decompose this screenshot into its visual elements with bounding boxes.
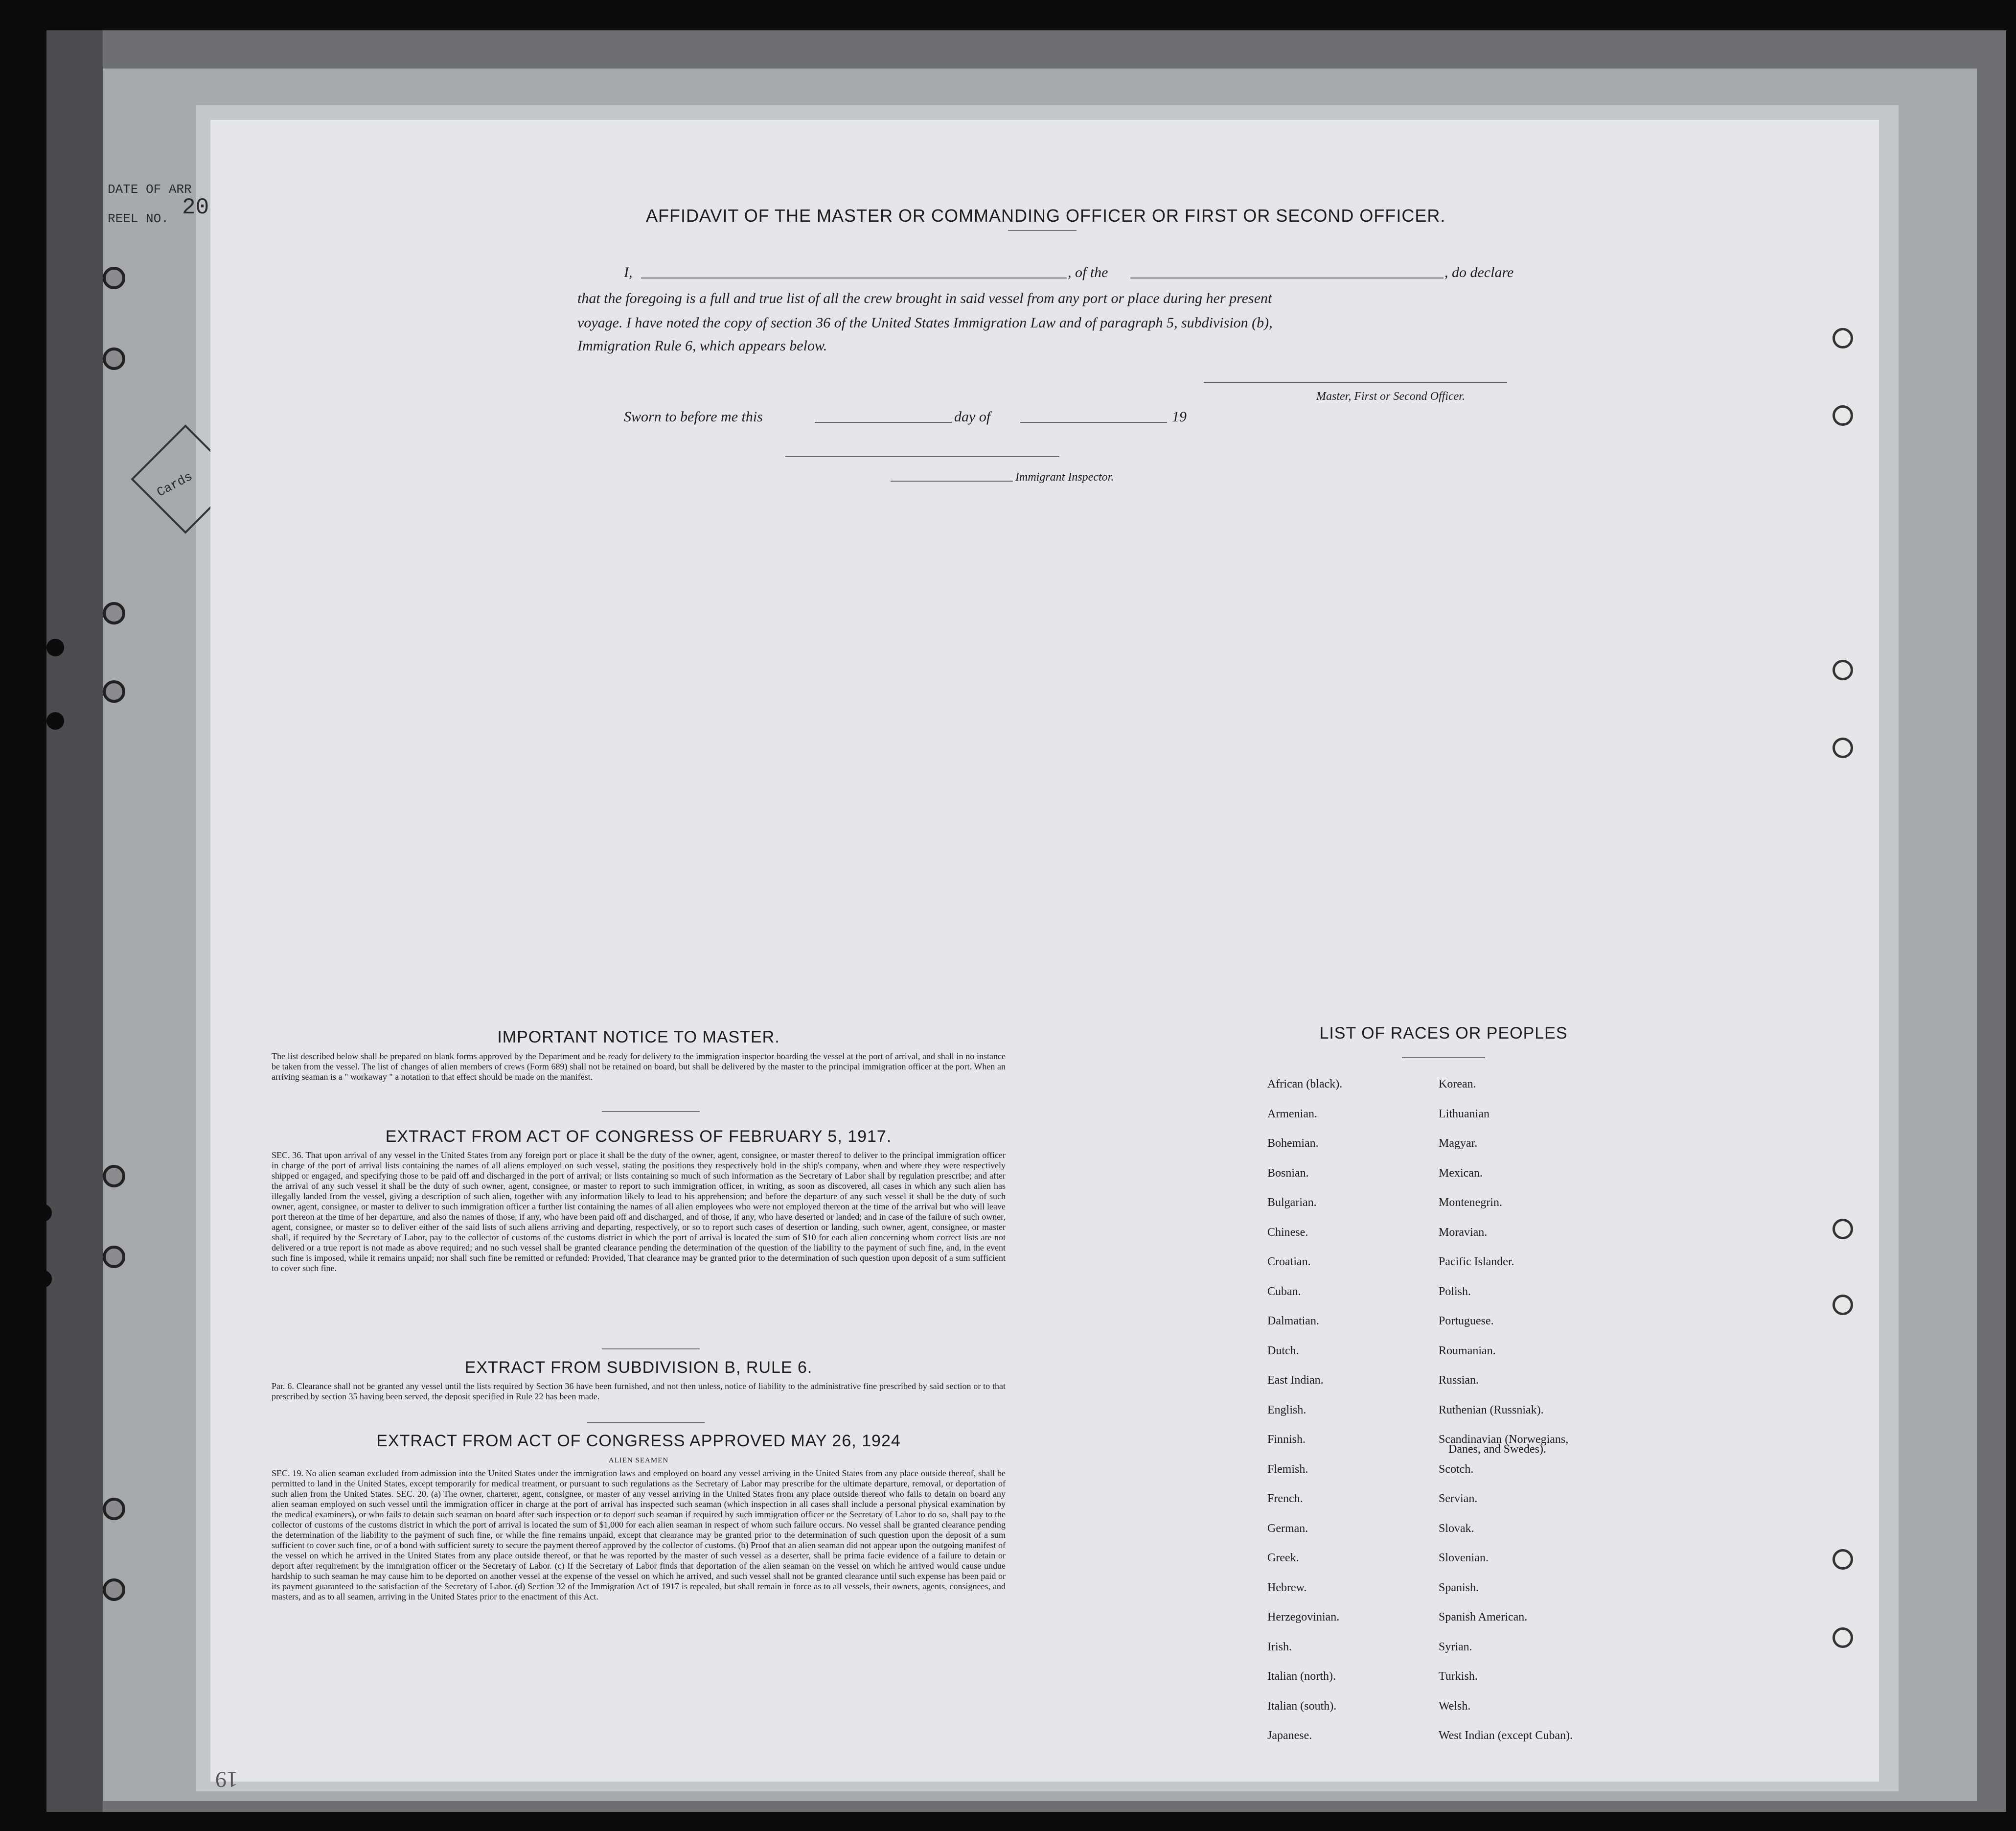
master-signature-caption: Master, First or Second Officer. bbox=[1316, 390, 1465, 403]
race-entry: Spanish American. bbox=[1439, 1611, 1528, 1623]
race-entry: French. bbox=[1267, 1492, 1303, 1505]
race-entry: West Indian (except Cuban). bbox=[1439, 1729, 1573, 1742]
race-entry: Scotch. bbox=[1439, 1462, 1474, 1476]
corner-mark: 19 bbox=[215, 1767, 238, 1792]
punch-hole bbox=[46, 639, 64, 656]
sworn-day-of: day of bbox=[954, 409, 991, 425]
binder-ring bbox=[103, 1246, 125, 1268]
race-entry: Spanish. bbox=[1439, 1581, 1479, 1594]
punch-hole bbox=[1833, 1219, 1853, 1239]
sworn-year-prefix: 19 bbox=[1172, 409, 1187, 425]
punch-hole bbox=[1833, 1549, 1853, 1570]
binder-spine bbox=[46, 30, 103, 1812]
margin-stamp-line1: DATE OF ARR bbox=[108, 182, 192, 197]
inspector-line-blank bbox=[891, 481, 1013, 482]
cards-stamp-text: Cards bbox=[154, 469, 195, 500]
master-signature-blank[interactable] bbox=[1204, 382, 1507, 383]
race-entry: German. bbox=[1267, 1522, 1308, 1535]
race-entry: Syrian. bbox=[1439, 1640, 1472, 1653]
affidavit-line1-i: I, bbox=[624, 264, 633, 280]
punch-hole bbox=[1833, 660, 1853, 680]
extract-1917-text: SEC. 36. That upon arrival of any vessel in the United States from any foreign port or place it shall be the duty of the owner, agent, consignee, or master thereof to deliver to the principal immigration officer in charge of the port of arrival lists containing the names of all aliens employed on such vessel, stating the positions they respectively hold in the ship's company, when and where they were respectively shipped or engaged, and specifying those to be paid off and discharged in the port of arrival; or lists containing so much of such information as the Secretary of Labor shall by regulation prescribe; and after the arrival of any such vessel it shall be the duty of such owner, agent, consignee, or master to report to such immigration officer, in writing, as soon as discovered, all cases in which any such alien has illegally landed from the vessel, giving a description of such alien, together with any information likely to lead to his apprehension; and before the departure of any such vessel it shall be the duty of such owner, agent, consignee, or master to deliver to such immigration officer a further list containing the names of all alien employees who were not employed thereon at the time of the arrival but who will leave port thereon at the time of her departure, and also the names of those, if any, who have been paid off and discharged, and of those, if any, who have deserted or landed; and in case of the failure of such owner, agent, consignee, or master so to deliver either of the said lists of such aliens arriving and departing, respectively, or so to report such cases of desertion or landing, such owner, agent, consignee, or master shall, if required by the Secretary of Labor, pay to the collector of customs of the customs district in which the port of arrival is located the sum of $10 for each alien concerning whom correct lists are not delivered or a true report is not made as above required; and no such vessel shall be granted clearance pending the determination of the question of the liability to the payment of such fine, and, in the event such fine is imposed, while it remains unpaid; nor shall such fine be remitted or refunded: Provided, That clearance may be granted prior to the determination of such question upon deposit of a sum sufficient to cover such fine. bbox=[272, 1150, 1006, 1273]
race-entry: African (black). bbox=[1267, 1078, 1343, 1090]
race-entry: Armenian. bbox=[1267, 1107, 1317, 1120]
section-rule bbox=[602, 1111, 700, 1112]
race-entry: Pacific Islander. bbox=[1439, 1255, 1514, 1268]
punch-hole bbox=[1833, 328, 1853, 348]
margin-stamp-line2: REEL NO. bbox=[108, 211, 169, 226]
race-entry: Irish. bbox=[1267, 1640, 1292, 1653]
binder-ring bbox=[103, 1578, 125, 1601]
race-entry: Welsh. bbox=[1439, 1699, 1471, 1713]
title-rule bbox=[1008, 230, 1077, 231]
extract-rule6-title: EXTRACT FROM SUBDIVISION B, RULE 6. bbox=[464, 1358, 813, 1377]
sworn-month-blank[interactable] bbox=[1020, 422, 1167, 423]
affidavit-line1-declare: , do declare bbox=[1444, 264, 1514, 280]
race-entry: Lithuanian bbox=[1439, 1107, 1489, 1120]
race-entry: Chinese. bbox=[1267, 1226, 1308, 1239]
inspector-caption: Immigrant Inspector. bbox=[1015, 471, 1114, 484]
margin-stamp-number: 20 bbox=[182, 195, 209, 220]
race-entry: Portuguese. bbox=[1439, 1315, 1494, 1327]
affidavit-line3: voyage. I have noted the copy of section 36 of the United States Immigration Law and of paragraph 5, subdivision (b), bbox=[577, 315, 1273, 331]
sworn-day-blank[interactable] bbox=[815, 422, 952, 423]
extract-1924-title: EXTRACT FROM ACT OF CONGRESS APPROVED MAY 26, 1924 bbox=[376, 1432, 901, 1450]
race-entry: Turkish. bbox=[1439, 1670, 1478, 1683]
races-rule bbox=[1402, 1057, 1485, 1058]
sworn-prefix: Sworn to before me this bbox=[624, 409, 763, 425]
punch-hole bbox=[1833, 738, 1853, 758]
race-entry: Dutch. bbox=[1267, 1344, 1299, 1357]
race-entry: Japanese. bbox=[1267, 1729, 1312, 1742]
extract-1924-subtitle: ALIEN SEAMEN bbox=[608, 1457, 669, 1464]
binder-ring bbox=[103, 348, 125, 370]
race-entry: Danes, and Swedes). bbox=[1448, 1443, 1546, 1456]
notice-title: IMPORTANT NOTICE TO MASTER. bbox=[497, 1028, 780, 1046]
race-entry: English. bbox=[1267, 1403, 1306, 1416]
race-entry: Scandinavian (Norwegians, bbox=[1439, 1433, 1569, 1446]
race-entry: Croatian. bbox=[1267, 1255, 1311, 1268]
punch-hole bbox=[34, 1204, 52, 1222]
race-entry: Servian. bbox=[1439, 1492, 1478, 1505]
race-entry: Polish. bbox=[1439, 1285, 1471, 1298]
binder-ring bbox=[103, 680, 125, 703]
race-entry: Magyar. bbox=[1439, 1137, 1478, 1150]
race-entry: Dalmatian. bbox=[1267, 1315, 1319, 1327]
affidavit-line4: Immigration Rule 6, which appears below. bbox=[577, 338, 827, 354]
notice-text: The list described below shall be prepared on blank forms approved by the Department and be ready for delivery to the immigration inspector boarding the vessel at the port of arrival, and shall in no instance be taken from the vessel. The list of changes of alien members of crews (Form 689) shall not be retained on board, but shall be delivered by the master to the principal immigration officer at the port. When an arriving seaman is a " workaway " a notation to that effect should be made on the manifest. bbox=[272, 1051, 1006, 1082]
affidavit-title: AFFIDAVIT OF THE MASTER OR COMMANDING OFFICER OR FIRST OR SECOND OFFICER. bbox=[646, 206, 1446, 226]
inspector-signature-blank[interactable] bbox=[785, 456, 1059, 457]
race-entry: Greek. bbox=[1267, 1552, 1299, 1564]
race-entry: Bulgarian. bbox=[1267, 1196, 1317, 1209]
punch-hole bbox=[1833, 1295, 1853, 1315]
race-entry: Slovenian. bbox=[1439, 1552, 1489, 1564]
affidavit-line2: that the foregoing is a full and true list of all the crew brought in said vessel from any port or place during her present bbox=[577, 290, 1272, 306]
extract-1924-text: SEC. 19. No alien seaman excluded from admission into the United States under the immigration laws and employed on board any vessel arriving in the United States from any place outside thereof, shall be permitted to land in the United States, except temporarily for medical treatment, or pursuant to such regulations as the Secretary of Labor may prescribe for the ultimate departure, removal, or deportation of such alien from the United States. SEC. 20. (a) The owner, charterer, agent, consignee, or master of any vessel arriving in the United States from any place outside thereof who fails to detain on board any alien seaman employed on such vessel until the immigration officer in charge at the port of arrival has inspected such seaman (which inspection in all cases shall include a personal physical examination by the medical examiners), or who fails to detain such seaman on board after such inspection or to deport such seaman if required by such immigration officer or the Secretary of Labor to do so, shall pay to the collector of customs of the customs district in which the port of arrival is located the sum of $1,000 for each alien seaman in respect of whom such failure occurs. No vessel shall be granted clearance pending the determination of the liability to the payment of such fine, or while the fine remains unpaid, except that clearance may be granted prior to the determination of such question upon the deposit of a sum sufficient to cover such fine, or of a bond with sufficient surety to secure the payment thereof approved by the collector of customs. (b) Proof that an alien seaman did not appear upon the outgoing manifest of the vessel on which he arrived in the United States from any place outside thereof, or that he was reported by the master of such vessel as a deserter, shall be prima facie evidence of a failure to detain or deport after requirement by the immigration officer or the Secretary of Labor. (c) If the Secretary of Labor finds that deportation of the alien seaman on the vessel on which he arrived would cause undue hardship to such seaman he may cause him to be deported on another vessel at the expense of the vessel on which he arrived, and such vessel shall not be granted clearance until such expense has been paid or its payment guaranteed to the satisfaction of the Secretary of Labor. (d) Section 32 of the Immigration Act of 1917 is repealed, but shall remain in force as to all vessels, their owners, agents, consignees, and masters, and as to all seamen, arriving in the United States prior to the enactment of this Act. bbox=[272, 1468, 1006, 1601]
punch-hole bbox=[1833, 405, 1853, 426]
punch-hole bbox=[34, 1270, 52, 1288]
section-rule bbox=[602, 1348, 700, 1349]
binder-ring bbox=[103, 267, 125, 289]
race-entry: Moravian. bbox=[1439, 1226, 1488, 1239]
affidavit-line1-of-the: , of the bbox=[1068, 264, 1108, 280]
race-entry: Montenegrin. bbox=[1439, 1196, 1502, 1209]
extract-rule6-text: Par. 6. Clearance shall not be granted any vessel until the lists required by Section 36 have been furnished, and not then unless, notice of liability to the administrative fine prescribed by said section or to that prescribed by section 35 having been served, the deposit specified in Rule 22 has been made. bbox=[272, 1381, 1006, 1401]
race-entry: Bohemian. bbox=[1267, 1137, 1319, 1150]
binder-ring bbox=[103, 1498, 125, 1520]
race-entry: Ruthenian (Russniak). bbox=[1439, 1403, 1544, 1416]
race-entry: Mexican. bbox=[1439, 1166, 1483, 1180]
race-entry: Roumanian. bbox=[1439, 1344, 1496, 1357]
race-entry: Italian (north). bbox=[1267, 1670, 1336, 1683]
race-entry: Hebrew. bbox=[1267, 1581, 1307, 1594]
race-entry: Slovak. bbox=[1439, 1522, 1474, 1535]
extract-1917-title: EXTRACT FROM ACT OF CONGRESS OF FEBRUARY 5, 1917. bbox=[385, 1127, 892, 1146]
race-entry: Herzegovinian. bbox=[1267, 1611, 1340, 1623]
race-entry: East Indian. bbox=[1267, 1374, 1324, 1387]
section-rule bbox=[587, 1422, 705, 1423]
race-entry: Flemish. bbox=[1267, 1462, 1308, 1476]
race-entry: Cuban. bbox=[1267, 1285, 1301, 1298]
race-entry: Bosnian. bbox=[1267, 1166, 1309, 1180]
binder-ring bbox=[103, 1165, 125, 1187]
punch-hole bbox=[46, 712, 64, 730]
race-entry: Italian (south). bbox=[1267, 1699, 1337, 1713]
races-title: LIST OF RACES OR PEOPLES bbox=[1319, 1024, 1568, 1043]
race-entry: Korean. bbox=[1439, 1078, 1476, 1090]
binder-ring bbox=[103, 602, 125, 625]
punch-hole bbox=[1833, 1627, 1853, 1648]
race-entry: Russian. bbox=[1439, 1374, 1479, 1387]
race-entry: Finnish. bbox=[1267, 1433, 1306, 1446]
